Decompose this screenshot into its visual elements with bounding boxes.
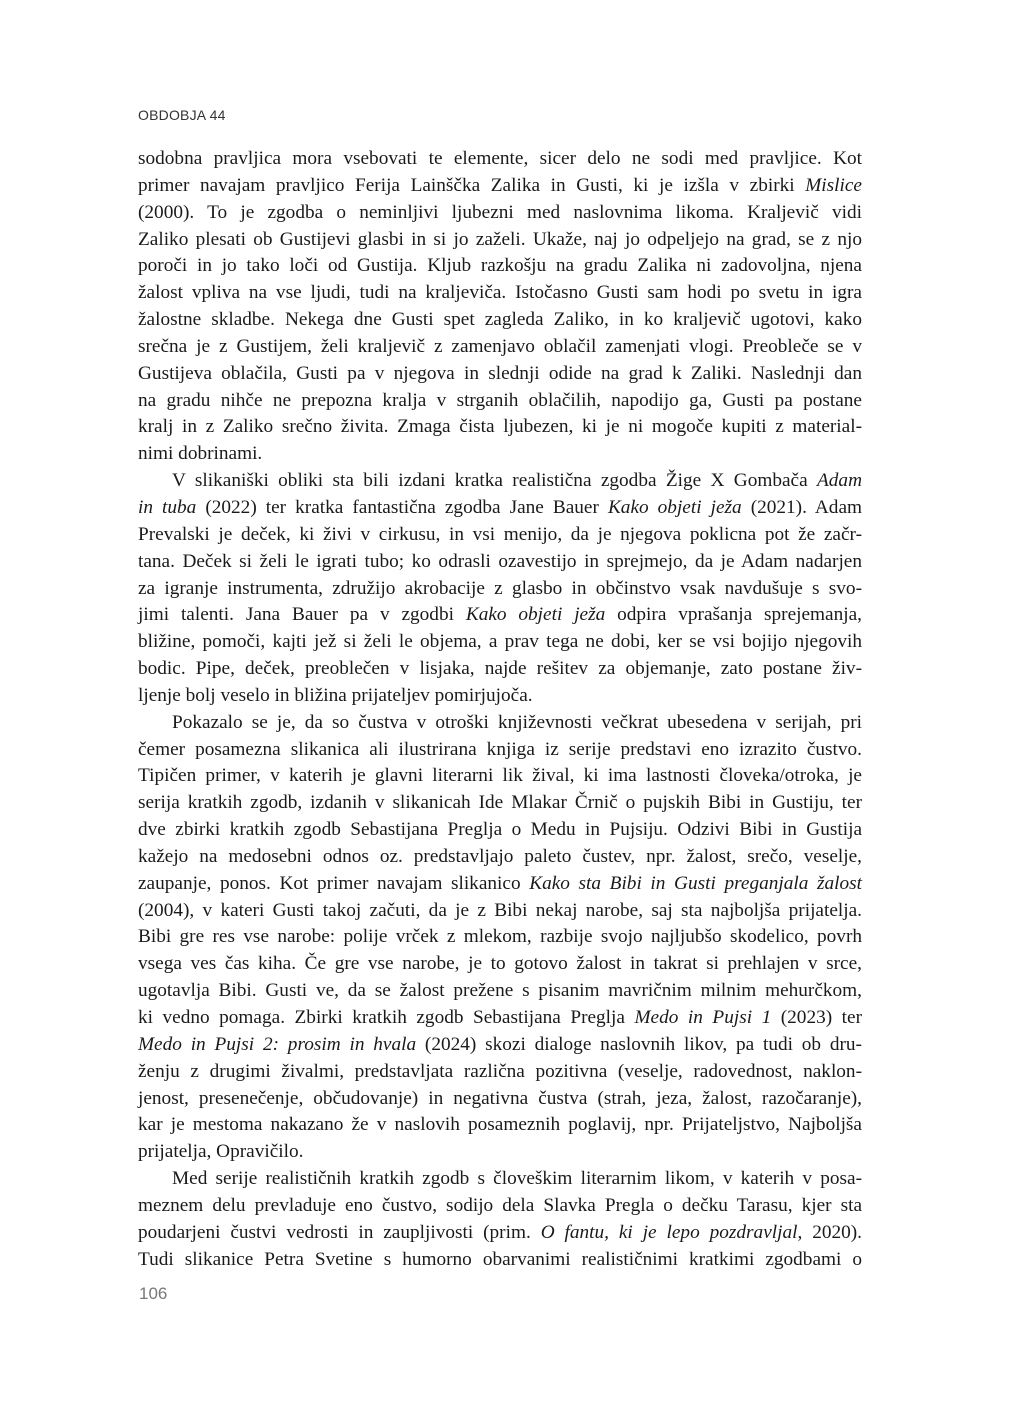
text-run: Bibi gre res vse narobe: polije vrček z mlekom, razbije svojo najljubšo skodelico, povrh xyxy=(138,926,862,948)
text-line xyxy=(138,656,862,683)
text-run: dve zbirki kratkih zgodb Sebastijana Preglja o Medu in Pujsiju. Odzivi Bibi in Gustija xyxy=(138,819,862,841)
text-line xyxy=(138,1139,862,1166)
text-run: serija kratkih zgodb, izdanih v slikanicah Ide Mlakar Črnič o pujskih Bibi in Gustiju, ter xyxy=(138,792,862,814)
text-run: Gustijeva oblačila, Gusti pa v njegova in slednji odide na grad k Zaliki. Naslednji dan xyxy=(138,362,862,384)
text-line xyxy=(138,388,862,415)
text-line xyxy=(138,200,862,227)
text-run: ki vedno pomaga. Zbirki kratkih zgodb Sebastijana Preglja xyxy=(138,1007,635,1028)
text-run: Pokazalo se je, da so čustva v otroški književnosti večkrat ubesedena v serijah, pri xyxy=(172,711,862,733)
italic-title: O fantu, ki je lepo pozdravljal xyxy=(540,1221,798,1243)
text-run: (2004), v kateri Gusti takoj začuti, da je z Bibi nekaj narobe, saj sta najboljša prijatelja. xyxy=(138,899,862,921)
text-run: poroči in jo tako loči od Gustija. Kljub razkošju na gradu Zalika ni zadovoljna, njena xyxy=(138,255,862,277)
text-run: odpira vprašanja sprejemanja, xyxy=(605,604,862,626)
text-run: bližine, pomoči, kajti jež si želi le objema, a prav tega ne dobi, ker se vsi bojijo njegovih xyxy=(138,631,862,653)
page-number: 106 xyxy=(139,1284,168,1303)
text-line xyxy=(138,253,862,280)
text-run: ljenje bolj veselo in bližina prijateljev pomirjujoča. xyxy=(138,684,533,706)
text-line xyxy=(138,844,862,871)
text-line xyxy=(138,361,862,388)
text-line xyxy=(138,1220,862,1247)
text-line xyxy=(138,763,862,790)
text-run: čemer posamezna slikanica ali ilustrirana knjiga iz serije predstavi eno izrazito čustvo. xyxy=(138,738,862,760)
text-line xyxy=(138,629,862,656)
body-text xyxy=(138,146,862,1273)
italic-title: Kako objeti ježa xyxy=(607,496,742,518)
text-run: Med serije realističnih kratkih zgodb s človeškim literarnim likom, v katerih v posa- xyxy=(172,1168,862,1190)
text-line xyxy=(138,334,862,361)
text-run: nimi dobrinami. xyxy=(138,443,263,465)
paragraph-first-line xyxy=(138,710,862,737)
text-line xyxy=(138,1193,862,1220)
text-run: tana. Deček si želi le igrati tubo; ko odrasli ozavestijo in sprejmejo, da je Adam nadarjen xyxy=(138,550,862,572)
text-run: meznem delu prevladuje eno čustvo, sodijo dela Slavka Pregla o dečku Tarasu, kjer sta xyxy=(138,1194,862,1216)
text-run: jimi talenti. Jana Bauer pa v zgodbi xyxy=(138,604,466,626)
text-run: Prevalski je deček, ki živi v cirkusu, in vsi menijo, da je njegova poklicna pot že začr- xyxy=(138,523,862,545)
text-run: na gradu nihče ne prepozna kralja v strganih oblačilih, napodijo ga, Gusti pa postane xyxy=(138,389,862,411)
text-run: bodic. Pipe, deček, preoblečen v lisjaka, najde rešitev za objemanje, zato postane živ- xyxy=(138,658,862,680)
text-line xyxy=(138,280,862,307)
italic-title: Medo in Pujsi 2: prosim in hvala xyxy=(138,1033,417,1055)
text-line xyxy=(138,1247,862,1274)
text-line xyxy=(138,898,862,925)
text-line xyxy=(138,1005,862,1032)
text-run: primer navajam pravljico Ferija Lainščka Zalika in Gusti, ki je izšla v zbirki xyxy=(138,174,806,196)
text-line xyxy=(138,576,862,603)
italic-title: Mislice xyxy=(805,174,862,196)
text-line xyxy=(138,173,862,200)
italic-title: Medo in Pujsi 1 xyxy=(634,1007,772,1028)
text-line xyxy=(138,1112,862,1139)
text-line xyxy=(138,307,862,334)
text-run: žalost vpliva na vse ljudi, tudi na kraljeviča. Istočasno Gusti sam hodi po svetu in igra xyxy=(138,282,862,304)
text-run: kažejo na medosebni odnos oz. predstavljajo paleto čustev, npr. žalost, srečo, veselje, xyxy=(138,845,862,867)
italic-title: Kako objeti ježa xyxy=(465,604,606,626)
text-line xyxy=(138,146,862,173)
text-line xyxy=(138,951,862,978)
italic-title: in tuba xyxy=(138,496,197,518)
text-line xyxy=(138,441,862,468)
text-line xyxy=(138,227,862,254)
running-head: OBDOBJA 44 xyxy=(138,107,226,123)
text-line xyxy=(138,549,862,576)
text-run: poudarjeni čustvi vedrosti in zaupljivosti (prim. xyxy=(138,1221,541,1243)
text-run: žalostne skladbe. Nekega dne Gusti spet zagleda Zaliko, in ko kraljevič ugotovi, kako xyxy=(138,309,862,331)
text-run: sodobna pravljica mora vsebovati te elemente, sicer delo ne sodi med pravljice. Kot xyxy=(138,148,862,169)
text-line xyxy=(138,1032,862,1059)
text-line xyxy=(138,683,862,710)
italic-title: Kako sta Bibi in Gusti preganjala žalost xyxy=(529,872,862,894)
text-line xyxy=(138,522,862,549)
text-line xyxy=(138,924,862,951)
text-run: prijatelja, Opravičilo. xyxy=(138,1141,304,1163)
text-run: zaupanje, ponos. Kot primer navajam slikanico xyxy=(138,872,530,894)
text-run: ženju z drugimi živalmi, predstavljata različna pozitivna (veselje, radovednost, naklon- xyxy=(138,1060,862,1082)
text-run: (2000). To je zgodba o neminljivi ljubezni med naslovnima likoma. Kraljevič vidi xyxy=(138,201,862,223)
text-run: jenost, presenečenje, občudovanje) in negativna čustva (strah, jeza, žalost, razočaranje), xyxy=(138,1087,862,1109)
text-run: kar je mestoma nakazano že v naslovih posameznih poglavij, npr. Prijateljstvo, Najboljša xyxy=(138,1114,862,1136)
text-run: Zaliko plesati ob Gustijevi glasbi in si jo zaželi. Ukaže, naj jo odpeljejo na grad, se z njo xyxy=(138,228,862,250)
text-line xyxy=(138,1086,862,1113)
text-run: vsega ves čas kiha. Če gre vse narobe, je to gotovo žalost in takrat si prehlajen v srce, xyxy=(138,953,862,975)
text-line xyxy=(138,737,862,764)
text-run: , 2020). xyxy=(797,1221,862,1243)
text-run: (2023) ter xyxy=(771,1007,862,1028)
italic-title: Adam xyxy=(817,470,862,492)
text-run: (2021). Adam xyxy=(741,496,863,518)
text-line xyxy=(138,871,862,898)
text-line xyxy=(138,495,862,522)
text-run: kralj in z Zaliko srečno živita. Zmaga čista ljubezen, ki je ni mogoče kupiti z material- xyxy=(138,416,862,438)
text-line xyxy=(138,602,862,629)
text-run: (2024) skozi dialoge naslovnih likov, pa tudi ob dru- xyxy=(416,1033,862,1055)
text-line xyxy=(138,1059,862,1086)
text-run: za igranje instrumenta, združijo akrobacije z glasbo in občinstvo vsak navdušuje s svo- xyxy=(138,577,862,599)
paragraph-first-line xyxy=(138,1166,862,1193)
paragraph-first-line xyxy=(138,468,862,495)
text-run: (2022) ter kratka fantastična zgodba Jane Bauer xyxy=(196,496,608,518)
text-run: Tudi slikanice Petra Svetine s humorno obarvanimi realističnimi kratkimi zgodbami o xyxy=(138,1248,862,1270)
text-run: ugotavlja Bibi. Gusti ve, da se žalost prežene s pisanim mavričnim milnim mehurčkom, xyxy=(138,980,862,1002)
text-line xyxy=(138,817,862,844)
text-line xyxy=(138,414,862,441)
text-run: V slikaniški obliki sta bili izdani kratka realistična zgodba Žige X Gombača xyxy=(172,470,818,492)
text-run: Tipičen primer, v katerih je glavni literarni lik žival, ki ima lastnosti človeka/otroka, je xyxy=(138,765,862,787)
text-line xyxy=(138,790,862,817)
text-run: srečna je z Gustijem, želi kraljevič z zamenjavo oblačil zamenjati vlogi. Preobleče se v xyxy=(138,335,862,357)
text-line xyxy=(138,978,862,1005)
